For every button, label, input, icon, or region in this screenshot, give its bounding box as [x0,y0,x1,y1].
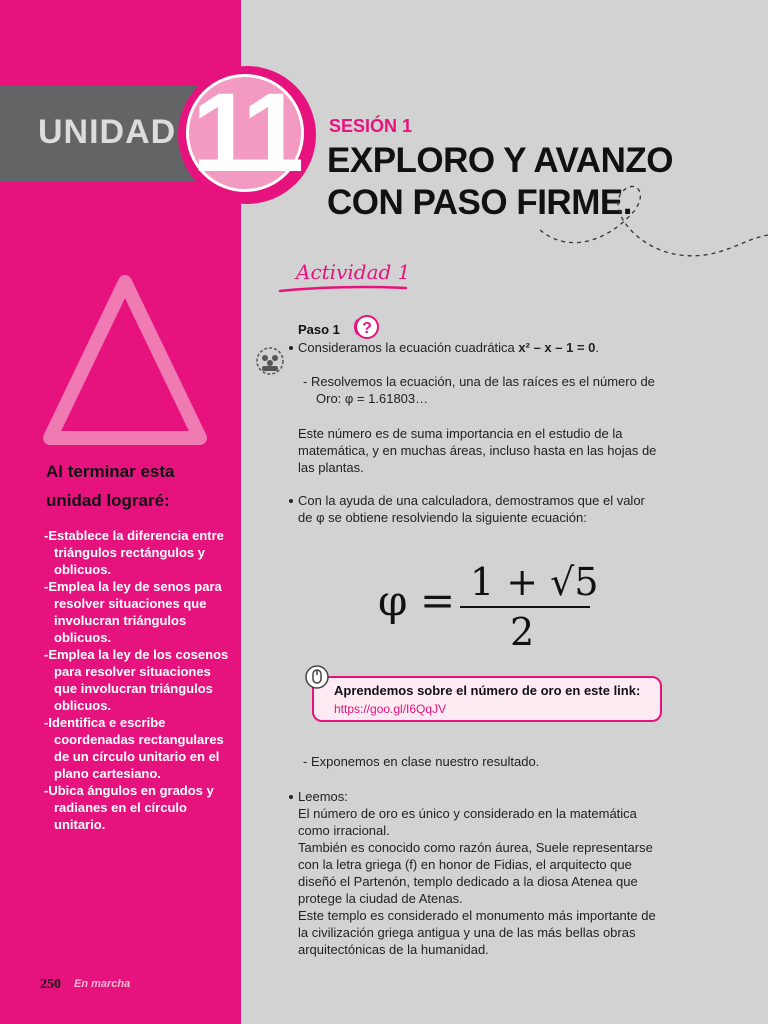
dashed-swirl-decoration [540,180,768,280]
triangle-graphic [40,270,210,450]
link-box [312,676,662,722]
formula-denominator: 2 [510,610,535,654]
golden-ratio-formula [378,560,608,660]
mouse-icon [304,664,330,690]
fraction-line [460,606,590,608]
paragraph-calculator-1: Con la ayuda de una calculadora, demostramos que el valor [298,493,645,508]
footer-label: En marcha [74,978,131,990]
goal-item: -Emplea la ley de los cosenos para resolver situaciones que involucran triángulos oblicuos. [44,647,229,713]
reading-line: como irracional. [298,823,390,838]
title-line-2: CON PASO FIRME. [327,183,632,222]
reading-line: Este templo es considerado el monumento más importante de [298,908,656,923]
paragraph-roots-2: Oro: φ = 1.61803… [316,391,429,406]
goal-item: -Emplea la ley de senos para resolver situaciones que involucran triángulos oblicuos. [44,579,222,645]
quadratic-equation: x² – x – 1 = 0 [518,340,596,355]
reading-line: El número de oro es único y considerado en la matemática [298,806,637,821]
reading-line: protege la ciudad de Atenas. [298,891,463,906]
title-line-1: EXPLORO Y AVANZO [327,141,673,180]
goals-list [44,527,234,833]
reading-line: arquitectónicas de la humanidad. [298,942,489,957]
paragraph-roots-1: - Resolvemos la ecuación, una de las raíces es el número de [303,374,655,389]
reading-passage [298,788,656,958]
golden-number-link[interactable]: https://goo.gl/I6QqJV [334,702,447,716]
page-number: 250 [40,977,61,992]
paragraph-importance-1: Este número es de suma importancia en el estudio de la [298,426,623,441]
paragraph-importance-3: las plantas. [298,460,364,475]
paragraph-importance-2: matemática, y en muchas áreas, incluso hasta en las hojas de [298,443,657,458]
bullet [289,795,293,799]
unit-number: 11 [191,70,299,195]
reading-line: la civilización griega antigua y una de las más bellas obras [298,925,636,940]
svg-text:?: ? [362,320,372,337]
bullet [289,499,293,503]
unit-label: UNIDAD [38,113,177,151]
bullet [289,346,293,350]
reading-line: con la letra griega (f) en honor de Fidias, el arquitecto que [298,857,632,872]
goal-item: -Establece la diferencia entre triángulos rectángulos y oblicuos. [44,528,224,577]
activity-label: Actividad 1 [296,260,411,284]
paragraph-equation [298,339,599,356]
link-title: Aprendemos sobre el número de oro en este link: [334,683,641,698]
group-work-icon [255,346,285,376]
goal-item: -Ubica ángulos en grados y radianes en el círculo unitario. [44,783,214,832]
reading-line: También es conocido como razón áurea, Suele representarse [298,840,653,855]
reading-line: Leemos: [298,789,348,804]
paragraph-end: . [595,340,600,355]
formula-numerator: 1 + √5 [470,560,599,604]
activity-underline [278,284,408,294]
question-icon [354,314,380,340]
goals-title: Al terminar esta unidad lograré: [46,462,175,510]
step-label: Paso 1 [298,322,340,337]
paragraph-present: - Exponemos en clase nuestro resultado. [303,754,540,769]
paragraph-text: Consideramos la ecuación cuadrática [298,340,519,355]
paragraph-calculator-2: de φ se obtiene resolviendo la siguiente ecuación: [298,510,587,525]
formula-equals: = [420,576,456,625]
session-label: SESIÓN 1 [329,116,413,136]
goal-item: -Identifica e escribe coordenadas rectangulares de un círculo unitario en el plano cartesiano. [44,715,224,781]
formula-lhs: φ [378,576,408,625]
reading-line: diseñó el Partenón, templo dedicado a la diosa Atenea que [298,874,638,889]
